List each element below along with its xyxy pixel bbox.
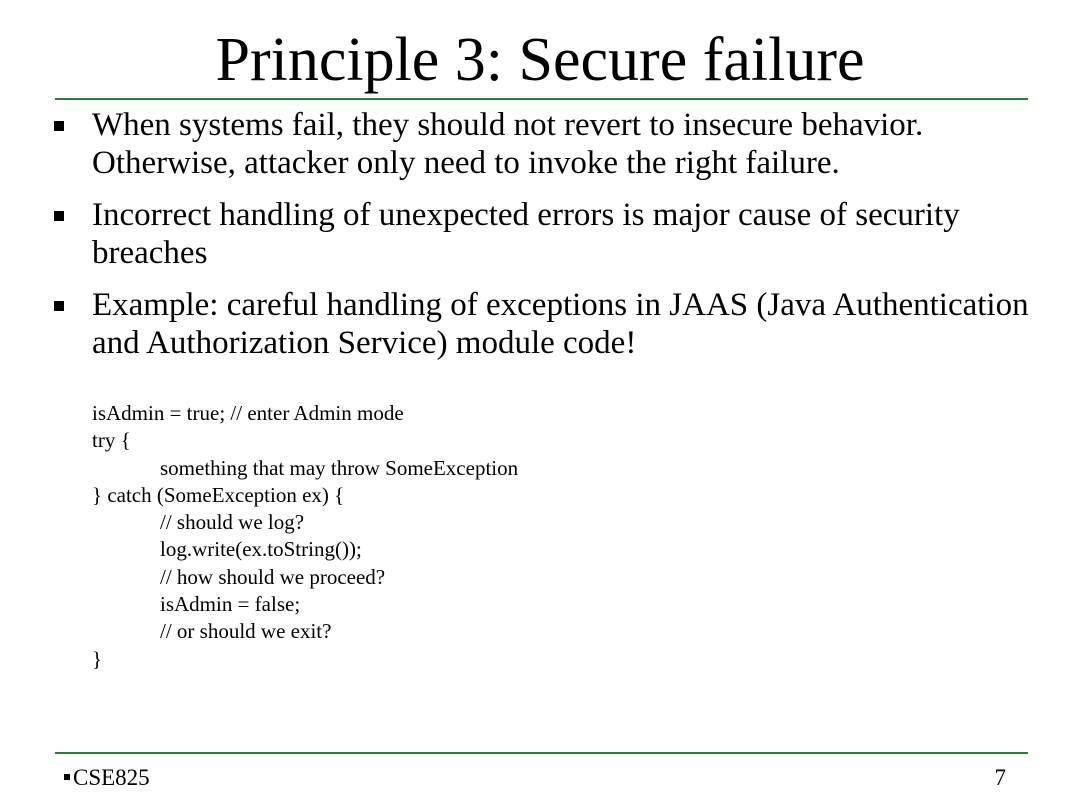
code-line: // how should we proceed? [160,564,386,589]
code-listing [92,400,518,673]
code-line: isAdmin = true; // enter Admin mode [92,401,404,425]
bullet-item [0,106,1080,182]
bullet-list [0,106,1080,376]
course-label: CSE825 [73,765,150,790]
square-bullet-icon [54,121,64,131]
code-line: log.write(ex.toString()); [160,537,362,562]
page-number: 7 [994,765,1006,790]
square-bullet-icon [54,211,64,221]
square-bullet-icon [54,301,64,311]
code-line: something that may throw SomeException [160,455,519,480]
slide-title: Principle 3: Secure failure [215,26,865,94]
title-divider [55,98,1028,100]
bullet-item [0,196,1080,272]
code-line: // should we log? [160,510,305,535]
code-line: } catch (SomeException ex) { [92,482,345,507]
code-line: isAdmin = false; [160,592,301,617]
bullet-item [0,286,1080,362]
footer-course [64,764,150,792]
square-bullet-icon [64,774,70,780]
bullet-text: Example: careful handling of exceptions in JAAS (Java Authentication and Authorization Service) module code! [92,287,1029,361]
code-line: try { [92,428,131,453]
footer-divider [55,752,1028,754]
bullet-text: Incorrect handling of unexpected errors is major cause of security breaches [92,197,960,271]
bullet-text: When systems fail, they should not revert to insecure behavior. Otherwise, attacker only need to invoke the right failure. [92,107,924,181]
code-line: // or should we exit? [160,619,332,644]
code-line: } [92,646,103,671]
